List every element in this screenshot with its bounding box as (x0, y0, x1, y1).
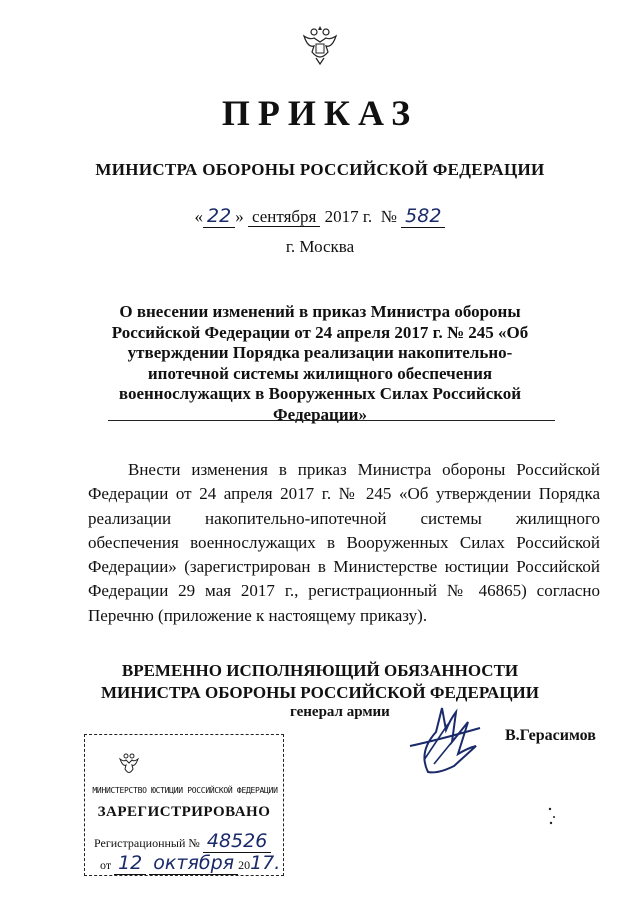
order-body: Внести изменения в приказ Министра обороны Российской Федерации от 24 апреля 2017 г. № 245 «Об утверждении Порядка реализации накопительно-ипотечной системы жилищного обеспечения военнослужащих в Вооруженных Силах Российской Федерации» (зарегистрирован в Министерстве юстиции Российской Федерации 29 мая 2017 г., регистрационный № 46865) согласно Перечню (приложение к настоящему приказу). (88, 460, 600, 625)
stamp-date-prefix: от (100, 858, 112, 872)
stamp-date-month: октября (149, 852, 238, 875)
stamp-reg-label: Регистрационный № (94, 836, 200, 850)
open-quote: « (194, 207, 204, 226)
close-quote: » (235, 207, 244, 226)
order-year: 2017 г. (324, 207, 373, 226)
stamp-emblem-icon (117, 750, 141, 780)
stamp-status: ЗАРЕГИСТРИРОВАНО (97, 804, 271, 820)
order-month: сентября (248, 207, 320, 227)
order-day: 22 (203, 205, 235, 228)
signer-position-line1: ВРЕМЕННО ИСПОЛНЯЮЩИЙ ОБЯЗАННОСТИ (121, 661, 519, 680)
signer-position (60, 660, 580, 704)
order-date-line (0, 205, 640, 227)
stamp-ministry: МИНИСТЕРСТВО ЮСТИЦИИ РОССИЙСКОЙ ФЕДЕРАЦИИ (92, 786, 278, 795)
coat-of-arms-icon (300, 22, 340, 68)
signer-position-line2: МИНИСТРА ОБОРОНЫ РОССИЙСКОЙ ФЕДЕРАЦИИ (100, 683, 540, 702)
number-label: № (380, 207, 397, 226)
document-title: ПРИКАЗ (221, 93, 419, 133)
heading-divider (108, 420, 555, 421)
stamp-reg-number: 48526 (203, 830, 271, 853)
stamp-registration-line (94, 830, 271, 852)
stamp-date-day: 12 (114, 852, 146, 875)
stamp-date-year: 17. (250, 852, 281, 874)
document-subtitle: МИНИСТРА ОБОРОНЫ РОССИЙСКОЙ ФЕДЕРАЦИИ (95, 160, 545, 179)
stamp-date-year-prefix: 20 (238, 858, 251, 872)
order-number: 582 (401, 205, 445, 228)
order-heading: О внесении изменений в приказ Министра обороны Российской Федерации от 24 апреля 2017 г. № 245 «Об утверждении Порядка реализации накопительно-ипотечной системы жилищного обеспечения военнослужащих в Вооруженных Силах Российской Федерации» (111, 302, 529, 424)
signer-rank: генерал армии (290, 704, 390, 720)
scan-marks (546, 805, 560, 827)
signer-name: В.Герасимов (505, 727, 596, 744)
city: г. Москва (285, 237, 355, 256)
stamp-date-line (100, 852, 280, 874)
handwritten-signature (398, 702, 488, 780)
